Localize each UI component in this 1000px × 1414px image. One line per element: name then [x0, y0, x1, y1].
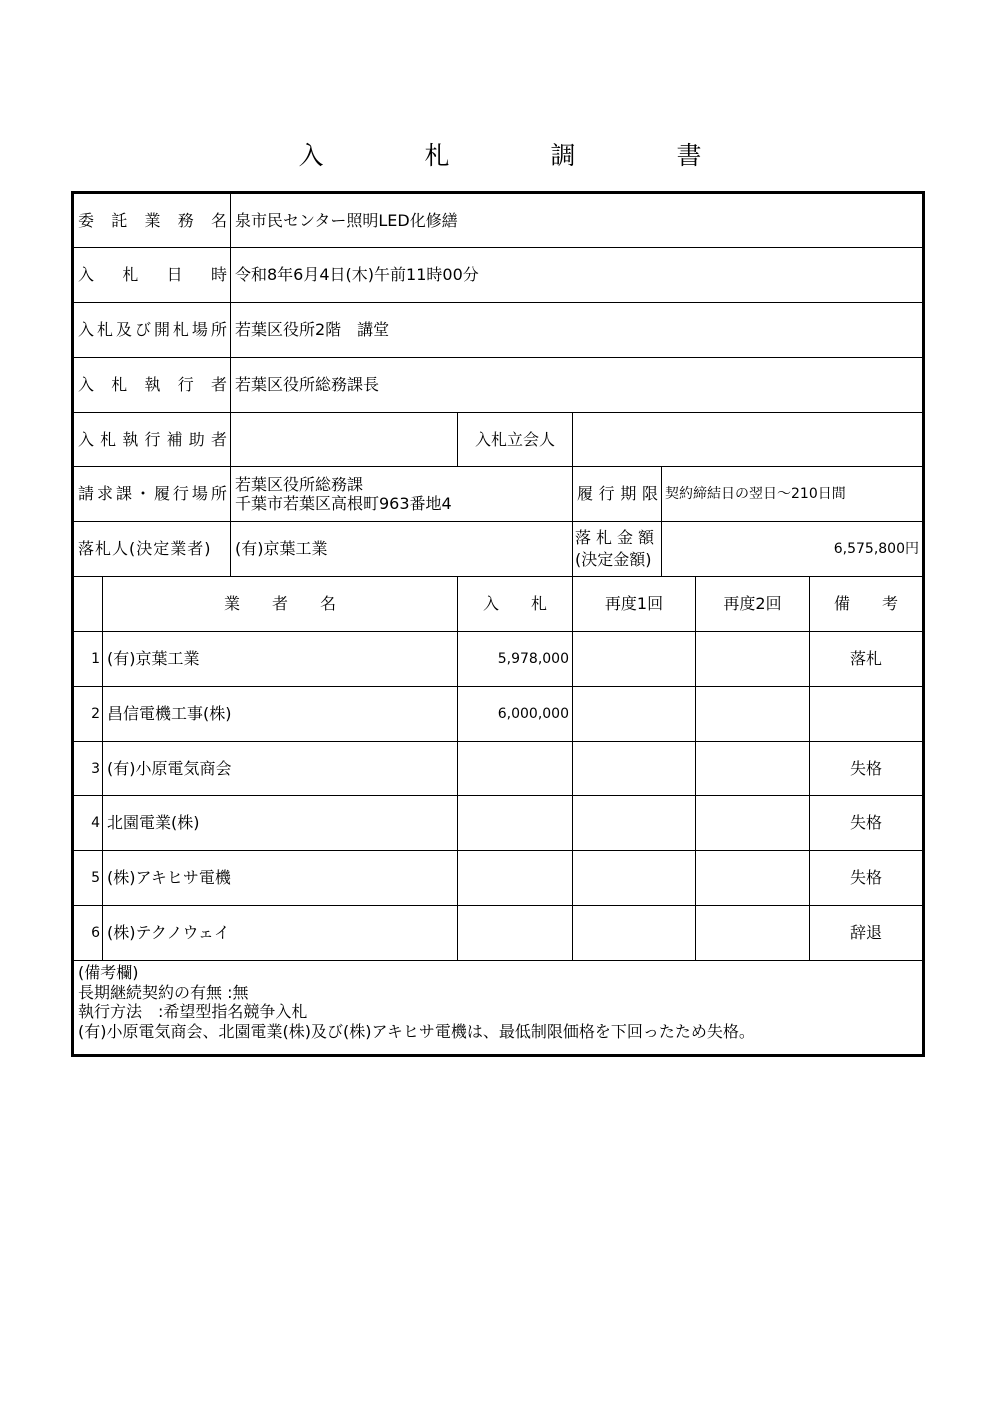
row-rebid2	[695, 631, 810, 687]
label-char: 履	[577, 484, 594, 503]
label-char: 者	[210, 375, 227, 394]
row-rebid2	[695, 850, 810, 906]
page-title: 入 札 調 書	[298, 141, 740, 170]
row-rebid1	[572, 850, 696, 906]
place-label	[73, 302, 231, 358]
label-char: 日	[166, 265, 183, 284]
amount-label-2: (決定金額)	[575, 550, 652, 569]
row-bid: 5,978,000	[457, 631, 573, 687]
label-char: 行	[177, 375, 194, 394]
witness-value	[572, 412, 923, 467]
assistant-value	[230, 412, 458, 467]
label-char: 所	[210, 320, 227, 339]
row-number: 4	[73, 795, 103, 851]
row-number: 3	[73, 741, 103, 796]
label-char: 託	[111, 210, 128, 230]
row-company: (株)テクノウェイ	[102, 905, 458, 961]
row-company: (株)アキヒサ電機	[102, 850, 458, 906]
row-rebid1	[572, 631, 696, 687]
label-char: 請	[78, 484, 95, 503]
header-no	[73, 576, 103, 632]
label-char: 履	[153, 484, 170, 503]
row-company: 北園電業(株)	[102, 795, 458, 851]
label-char: 執	[144, 375, 161, 394]
row-bid	[457, 795, 573, 851]
label-char: 入	[78, 375, 95, 394]
row-bid	[457, 850, 573, 906]
label-char: 期	[620, 484, 637, 503]
row-number: 1	[73, 631, 103, 687]
label-char: 業	[144, 210, 161, 230]
row-remark: 失格	[809, 850, 923, 906]
row-bid	[457, 741, 573, 796]
row-rebid1	[572, 905, 696, 961]
label-char: 入	[78, 320, 95, 339]
remarks-line1: 長期継続契約の有無 :無	[78, 982, 249, 1002]
label-char: 者	[210, 429, 227, 449]
task-value: 泉市民センター照明LED化修繕	[230, 193, 923, 248]
billing-label	[73, 466, 231, 522]
label-char: 行	[144, 429, 161, 449]
billing-line1: 若葉区役所総務課	[235, 475, 364, 494]
header-company: 業 者 名	[102, 576, 458, 632]
label-char: 札	[111, 375, 128, 394]
billing-line2: 千葉市若葉区高根町963番地4	[235, 494, 452, 513]
period-value: 契約締結日の翌日～210日間	[661, 466, 923, 522]
row-remark	[809, 686, 923, 742]
remarks-line3: (有)小原電気商会、北園電業(株)及び(株)アキヒサ電機は、最低制限価格を下回ったため失格。	[78, 1021, 755, 1041]
label-char: 務	[177, 210, 194, 230]
label-char: 名	[210, 210, 227, 230]
row-company: (有)小原電気商会	[102, 741, 458, 796]
header-rebid2: 再度2回	[695, 576, 810, 632]
header-rebid1: 再度1回	[572, 576, 696, 632]
label-char: 入	[78, 429, 95, 449]
label-char: 執	[122, 429, 139, 449]
winner-label: 落札人(決定業者)	[73, 521, 231, 577]
row-remark: 落札	[809, 631, 923, 687]
header-bid: 入 札	[457, 576, 573, 632]
row-rebid1	[572, 795, 696, 851]
amount-label-1: 落札金額	[575, 528, 660, 547]
amount-value: 6,575,800円	[661, 521, 923, 577]
label-char: 求	[96, 484, 113, 503]
row-rebid1	[572, 741, 696, 796]
row-number: 5	[73, 850, 103, 906]
row-bid: 6,000,000	[457, 686, 573, 742]
header-remarks: 備 考	[809, 576, 923, 632]
row-rebid2	[695, 905, 810, 961]
date-value: 令和8年6月4日(木)午前11時00分	[230, 247, 923, 303]
row-rebid2	[695, 741, 810, 796]
label-char: 時	[210, 265, 227, 284]
assistant-label	[73, 412, 231, 467]
label-char: び	[134, 320, 151, 339]
amount-label	[572, 521, 662, 577]
label-char: 札	[96, 320, 113, 339]
label-char: 札	[172, 320, 189, 339]
executor-label	[73, 357, 231, 413]
billing-value	[230, 466, 573, 522]
label-char: 限	[641, 484, 658, 503]
label-char: 課	[115, 484, 132, 503]
row-remark: 失格	[809, 795, 923, 851]
row-company: (有)京葉工業	[102, 631, 458, 687]
label-char: 札	[100, 429, 117, 449]
date-label	[73, 247, 231, 303]
row-remark: 辞退	[809, 905, 923, 961]
task-label	[73, 193, 231, 248]
witness-label: 入札立会人	[457, 412, 573, 467]
label-char: 及	[115, 320, 132, 339]
period-label	[572, 466, 662, 522]
place-value: 若葉区役所2階 講堂	[230, 302, 923, 358]
label-char: 入	[78, 265, 95, 284]
label-char: 所	[210, 484, 227, 503]
label-char: 場	[191, 320, 208, 339]
label-char: 助	[188, 429, 205, 449]
row-rebid2	[695, 795, 810, 851]
row-company: 昌信電機工事(株)	[102, 686, 458, 742]
row-rebid1	[572, 686, 696, 742]
label-char: 補	[166, 429, 183, 449]
remarks-heading: (備考欄)	[78, 963, 139, 982]
remarks-section	[73, 961, 923, 1055]
label-char: 開	[153, 320, 170, 339]
winner-value: (有)京葉工業	[230, 521, 573, 577]
row-remark: 失格	[809, 741, 923, 796]
label-char: 行	[172, 484, 189, 503]
row-number: 6	[73, 905, 103, 961]
remarks-line2: 執行方法 :希望型指名競争入札	[78, 1002, 308, 1021]
row-rebid2	[695, 686, 810, 742]
label-char: 場	[191, 484, 208, 503]
label-char: ・	[134, 484, 151, 503]
row-number: 2	[73, 686, 103, 742]
row-bid	[457, 905, 573, 961]
label-char: 札	[122, 265, 139, 284]
label-char: 委	[78, 210, 95, 230]
executor-value: 若葉区役所総務課長	[230, 357, 923, 413]
label-char: 行	[598, 484, 615, 503]
